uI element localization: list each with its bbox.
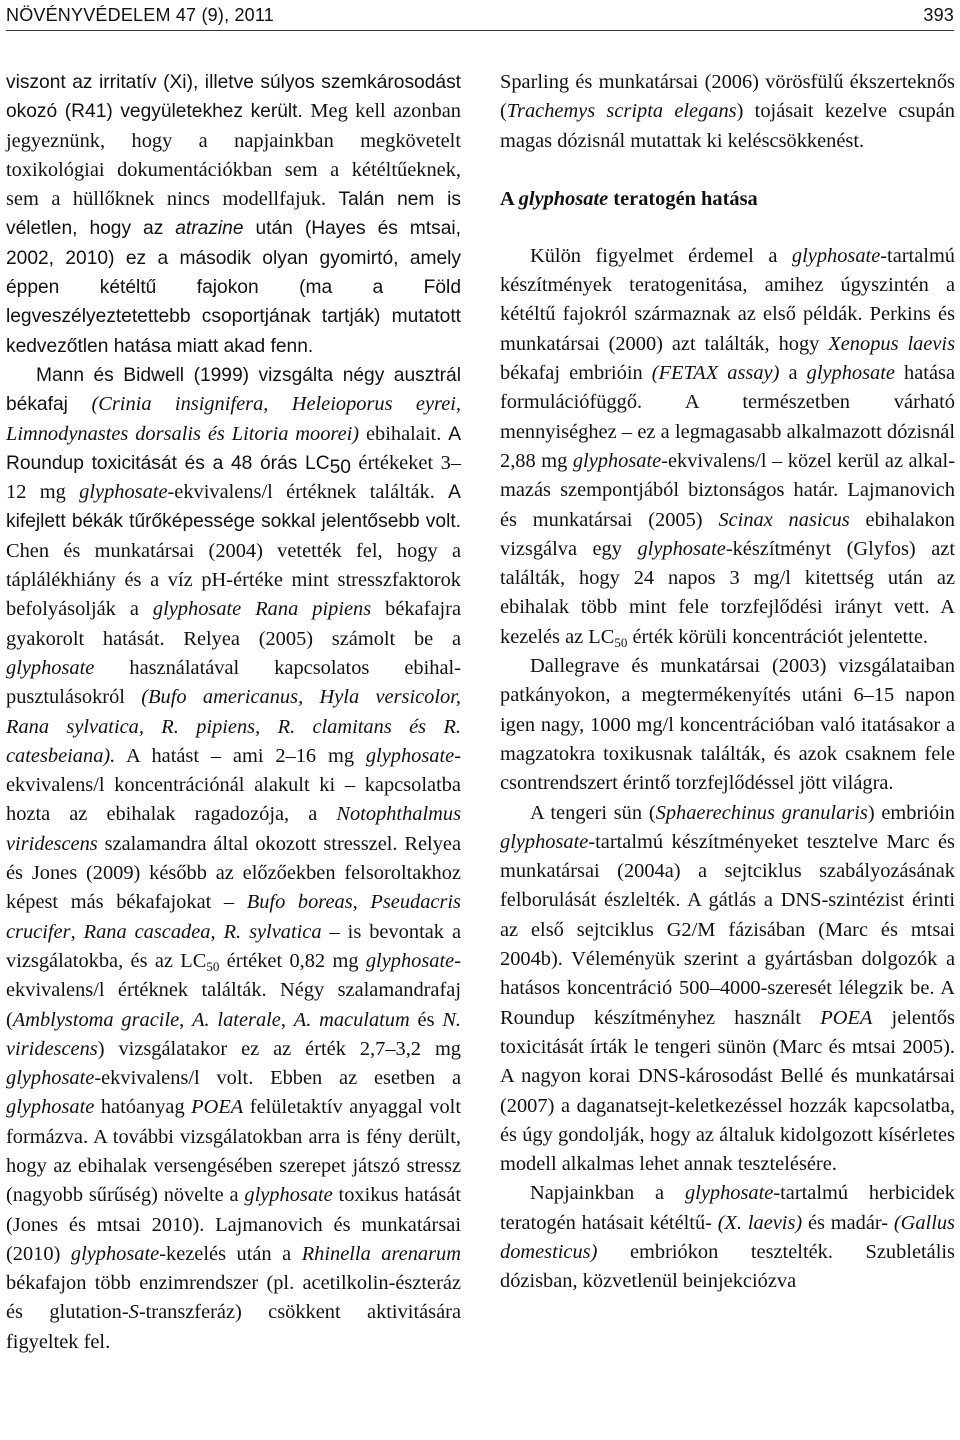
right-paragraph-4: A tengeri sün (Sphaerechinus granularis) embrióin glyphosate-tartalmú készítményeket tesztelve Marc és munkatársai (2004a) a sejtciklus szabályozásának felborulását észlelték. A gátlás a DNS-szintézist érinti az első sejtciklus G2/M fázisában (Marc és mtsai 2004b). Véleményük szerint a gyártásban dolgozók a hatásos koncentráció 500–4000-szeresét lélegzik be. A Roundup készítményhez használt POEA jelentős toxicitását írták le tengeri sünön (Marc és mtsai 2005). A nagyon korai DNS-károsodást Bellé és munkatársai (2007) a daganatsejt-keletkezéssel hozzák kapcsolatba, és úgy gondolják, hogy az általuk kidolgozott kísérletes modell alkalmas lehet annak tesztelésére. xyxy=(500,801,956,1176)
right-column xyxy=(500,68,955,1297)
right-paragraph-3: Dallegrave és munkatársai (2003) vizsgálataiban patkányokon, a megtermékenyítés utáni 6–15 napon igen nagy, 1000 mg/l koncentrációban való itatásakor a magzatokra toxikusnak találták, és azok csaknem fele csontrendszert érintő torzfejlődéssel jött világra. xyxy=(500,655,955,795)
left-column xyxy=(6,68,461,1357)
right-paragraph-2: Külön figyelmet érdemel a glyphosate-tartalmú készítmények teratogenitása, amihez úgyszintén a kétéltű fajokról származnak az első példák. Perkins és munkatársai (2000) azt találták, hogy Xenopus laevis békafaj embrióin (FETAX assay) a glyphosate hatása formulációfüggő. A természetben várható mennyiséghez – ez a legmagasabb alkalmazott dózisnál 2,88 mg glyphosate-ekvivalens/l – közel kerül az alkalmazás szempontjából biztonságos határ. Lajmanovich és munkatársai (2005) Scinax nasicus ebihalakon vizsgálva egy glyphosate-készítményt (Glyfos) azt találták, hogy 24 napos 3 mg/l kitettség után az ebihalak több mint fele torzfejlődési irányt vett. A kezelés az $LC_{50}$ érték körüli koncentrációt jelentette. xyxy=(500,244,956,650)
running-head xyxy=(6,3,954,29)
page-number: 393 xyxy=(923,5,954,25)
right-paragraph-5: Napjainkban a glyphosate-tartalmú herbicidek teratogén hatásait kétéltű- (X. laevis) és madár- (Gallus domesticus) embriókon tesztelték. Szubletális dózisban, közvetlenül beinjekciózva xyxy=(500,1182,955,1293)
header-rule xyxy=(6,30,954,31)
section-heading: A glyphosate teratogén hatása xyxy=(500,187,758,210)
journal-title: NÖVÉNYVÉDELEM 47 (9), 2011 xyxy=(6,5,274,25)
right-paragraph-1: Sparling és munkatársai (2006) vörösfülű ékszerteknős (Trachemys scripta elegans) tojásait kezelve csupán magas dózisnál mutattak ki keléscsökkenést. xyxy=(500,71,955,152)
left-paragraph-1: viszont az irritatív (Xi), illetve súlyos szemkárosodást okozó (R41) vegyületekhez került. Meg kell azonban jegyeznünk, hogy a napjainkban megkövetelt toxikológiai dokumentációkban sem a kétéltűeknek, sem a hüllőknek nincs modellfajuk. Talán nem is véletlen, hogy az atrazine után (Hayes és mtsai, 2002, 2010) ez a második olyan gyomirtó, amely éppen kétéltű fajokon (ma a Föld legveszélyeztetettebb csoportjának tartják) mutatott kedvezőtlen hatása miatt akad fenn. xyxy=(6,72,461,357)
left-paragraph-2: Mann és Bidwell (1999) vizsgálta négy ausztrál békafaj (Crinia insignifera, Heleioporus eyrei, Limnodynastes dorsalis és Litoria moorei) ebihalait. A Roundup toxicitását és a 48 órás $LC_{50}$ értékeket 3–12 mg glyphosate-ekvivalens/l értéknek találták. A kifejlett békák tűrőképessége sokkal jelentősebb volt. Chen és munkatársai (2004) vetették fel, hogy a táplálékhiány és a víz pH-értéke mint stresszfaktorok befolyásolják a glyphosate Rana pipiens békafajra gyakorolt hatását. Relyea (2005) számolt be a glyphosate használatával kapcsolatos ebihal-pusztulásokról (Bufo americanus, Hyla versicolor, Rana sylvatica, R. pipiens, R. clamitans és R. catesbeiana). A hatást – ami 2–16 mg glyphosate-ekvivalens/l koncentrációnál alakult ki – kapcsolatba hozta az ebihalak ragadozója, a Notophthalmus viridescens szalamandra által okozott stresszel. Relyea és Jones (2009) később az előzőekben felsoroltakhoz képest más békafajokat – Bufo boreas, Pseudacris crucifer, Rana cascadea, R. sylvatica – is bevontak a vizsgálatokba, és az $LC_{50}$ értéket 0,82 mg glyphosate-ekvivalens/l értéknek találták. Négy szalamandrafaj (Amblystoma gracile, A. laterale, A. maculatum és N. viridescens) vizsgálatakor ez az érték 2,7–3,2 mg glyphosate-ekvivalens/l volt. Ebben az esetben a glyphosate hatóanyag POEA felületaktív anyaggal volt formázva. A további vizsgálatokban arra is fény derült, hogy az ebihalak versengésében szerepet játszó stressz (nagyobb sűrűség) növelte a glyphosate toxikus hatását (Jones és mtsai 2010). Lajmanovich és munkatársai (2010) glyphosate-kezelés után a Rhinella arenarum békafajon több enzimrendszer (pl. acetilkolin-észteráz és glutation-S-transzferáz) csökkent aktivitására figyeltek fel. xyxy=(6,364,462,1353)
